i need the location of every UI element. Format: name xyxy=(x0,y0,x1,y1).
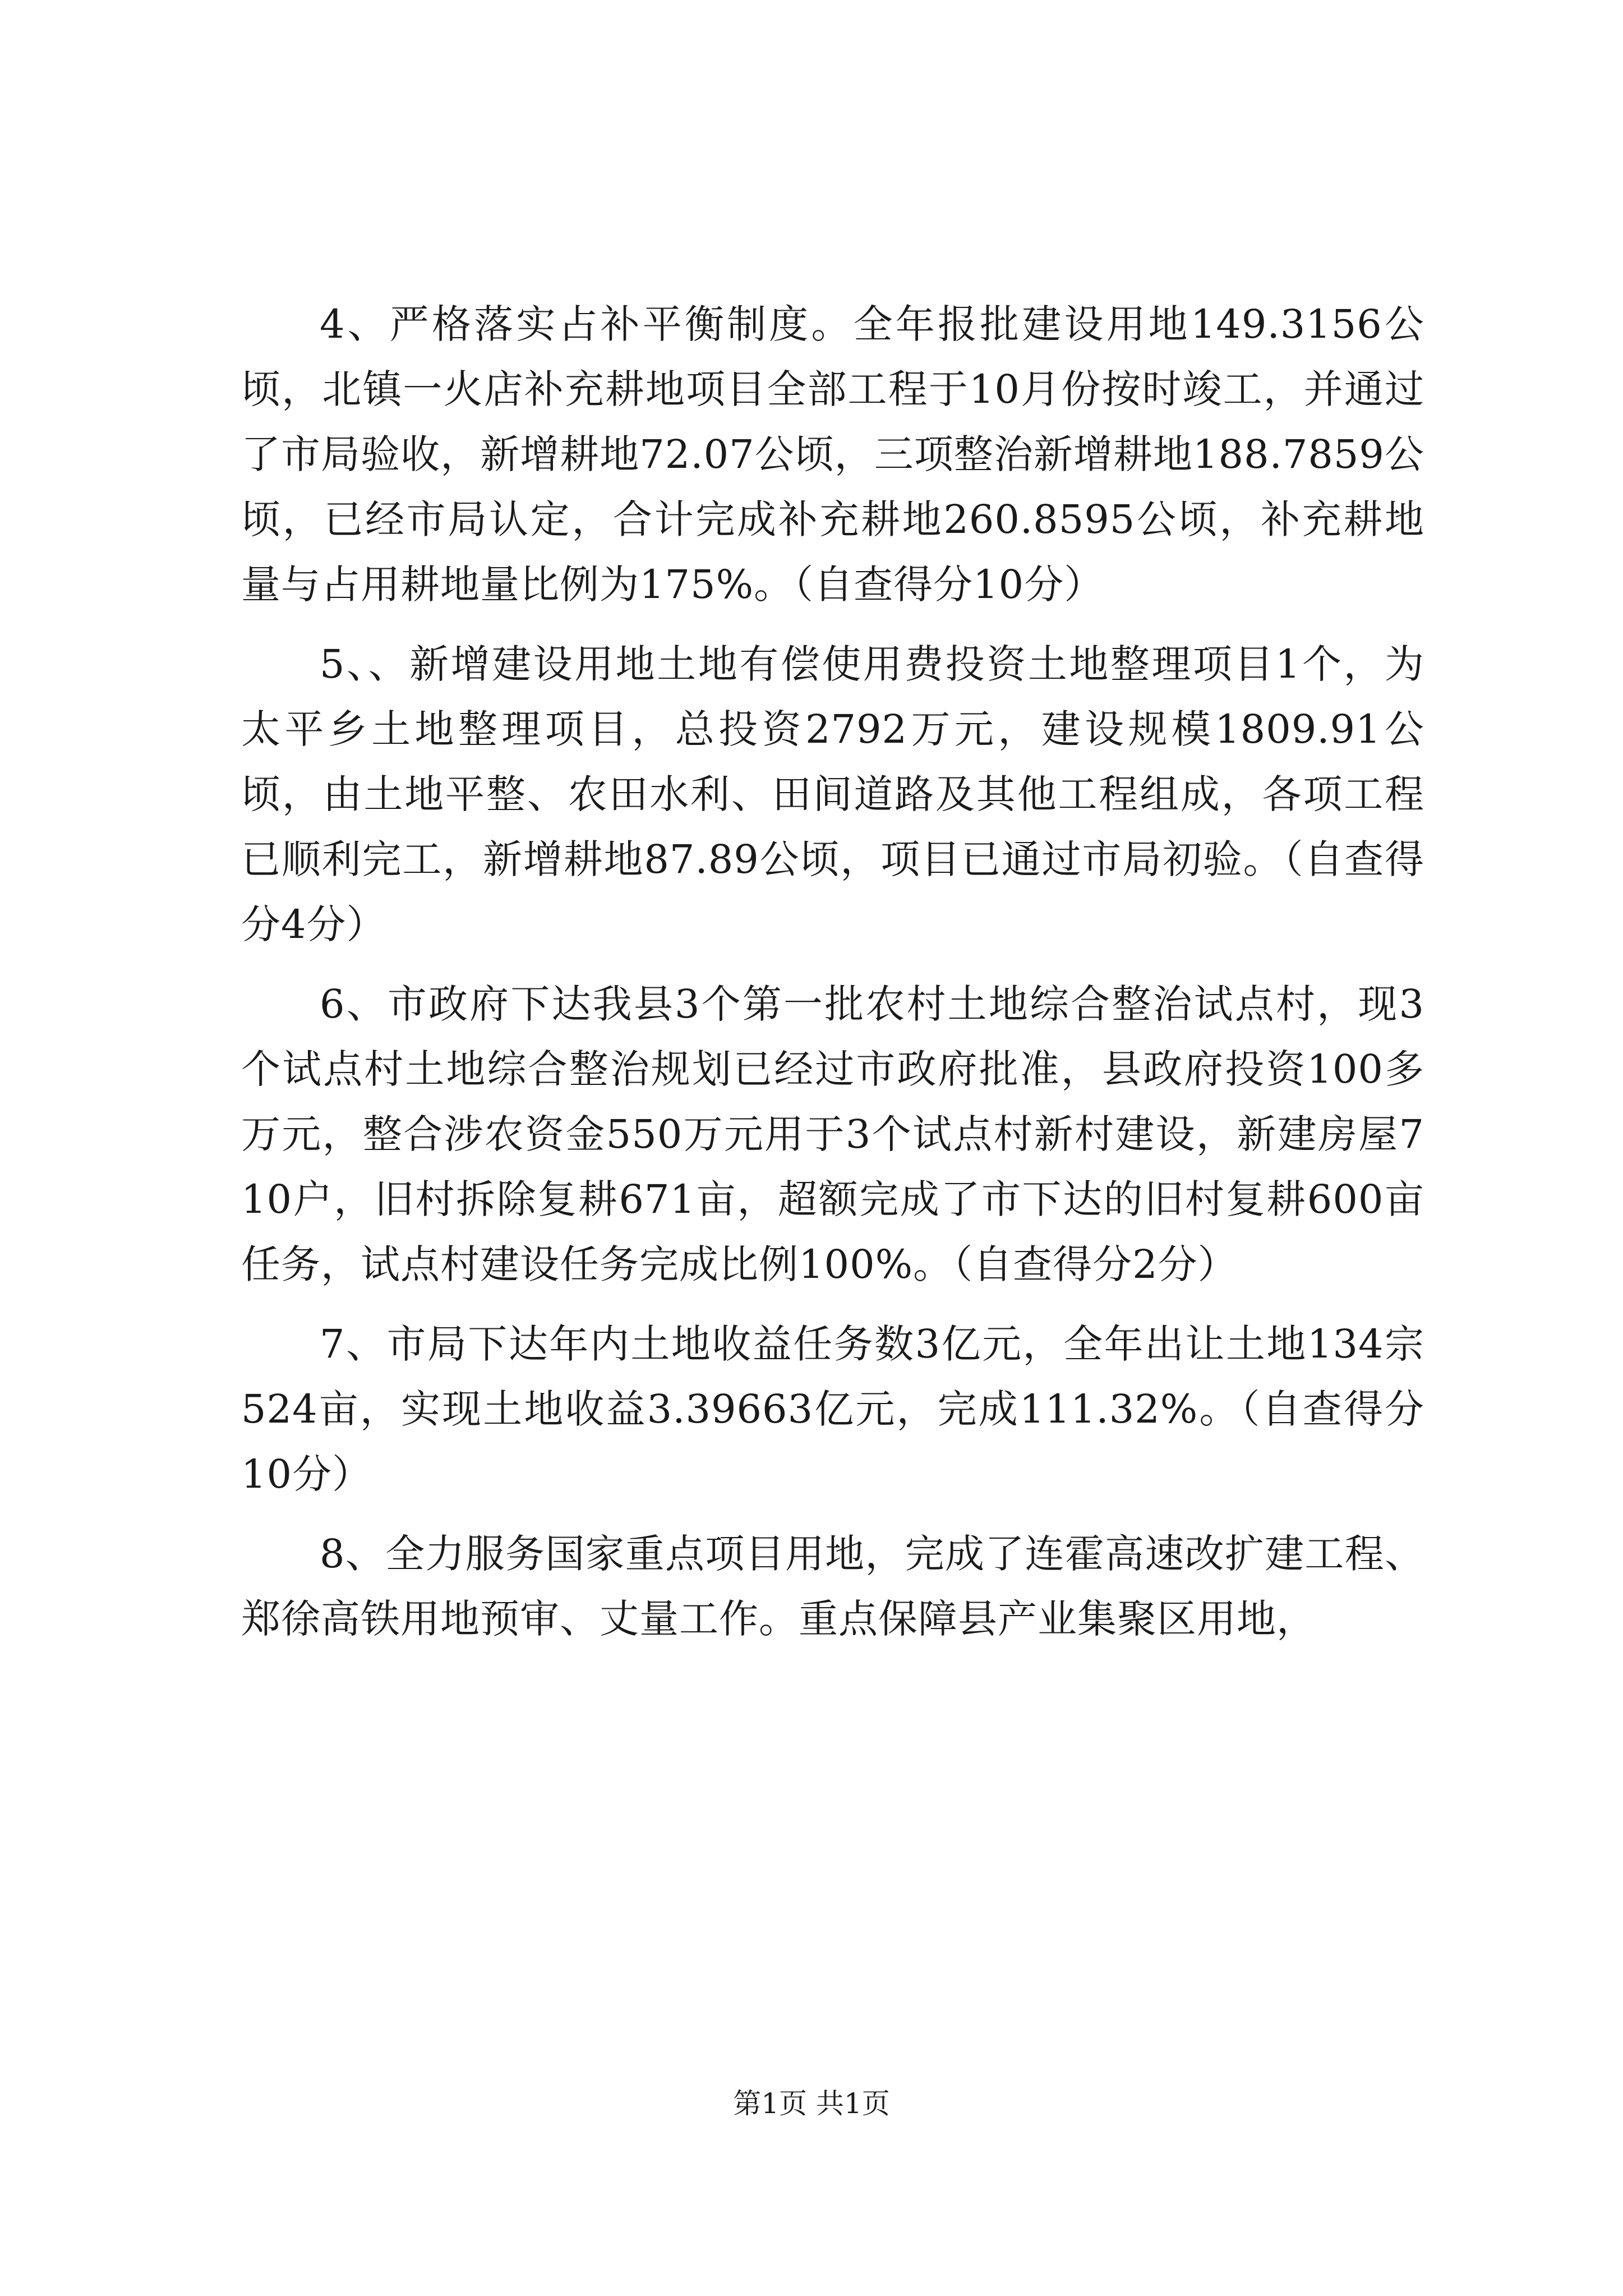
page-footer: 第1页 共1页 xyxy=(733,2087,890,2120)
document-body xyxy=(241,292,1424,1666)
paragraph-6: 6、市政府下达我县3个第一批农村土地综合整治试点村，现3个试点村土地综合整治规划已经过市政府批准，县政府投资100多万元，整合涉农资金550万元用于3个试点村新村建设，新建房屋710户，旧村拆除复耕671亩，超额完成了市下达的旧村复耕600亩任务，试点村建设任务完成比例100%。（自查得分2分） xyxy=(241,981,1424,1287)
paragraph-4: 4、严格落实占补平衡制度。全年报批建设用地149.3156公顷，北镇一火店补充耕地项目全部工程于10月份按时竣工，并通过了市局验收，新增耕地72.07公顷，三项整治新增耕地188.7859公顷，已经市局认定，合计完成补充耕地260.8595公顷，补充耕地量与占用耕地量比例为175%。（自查得分10分） xyxy=(241,301,1424,608)
paragraph-7: 7、市局下达年内土地收益任务数3亿元，全年出让土地134宗524亩，实现土地收益3.39663亿元，完成111.32%。（自查得分10分） xyxy=(241,1321,1424,1497)
paragraph-5: 5、、新增建设用地土地有偿使用费投资土地整理项目1个，为太平乡土地整理项目，总投资2792万元，建设规模1809.91公顷，由土地平整、农田水利、田间道路及其他工程组成，各项工程已顺利完工，新增耕地87.89公顷，项目已通过市局初验。（自查得分4分） xyxy=(241,641,1424,947)
paragraph-8: 8、全力服务国家重点项目用地，完成了连霍高速改扩建工程、郑徐高铁用地预审、丈量工作。重点保障县产业集聚区用地， xyxy=(241,1531,1424,1642)
